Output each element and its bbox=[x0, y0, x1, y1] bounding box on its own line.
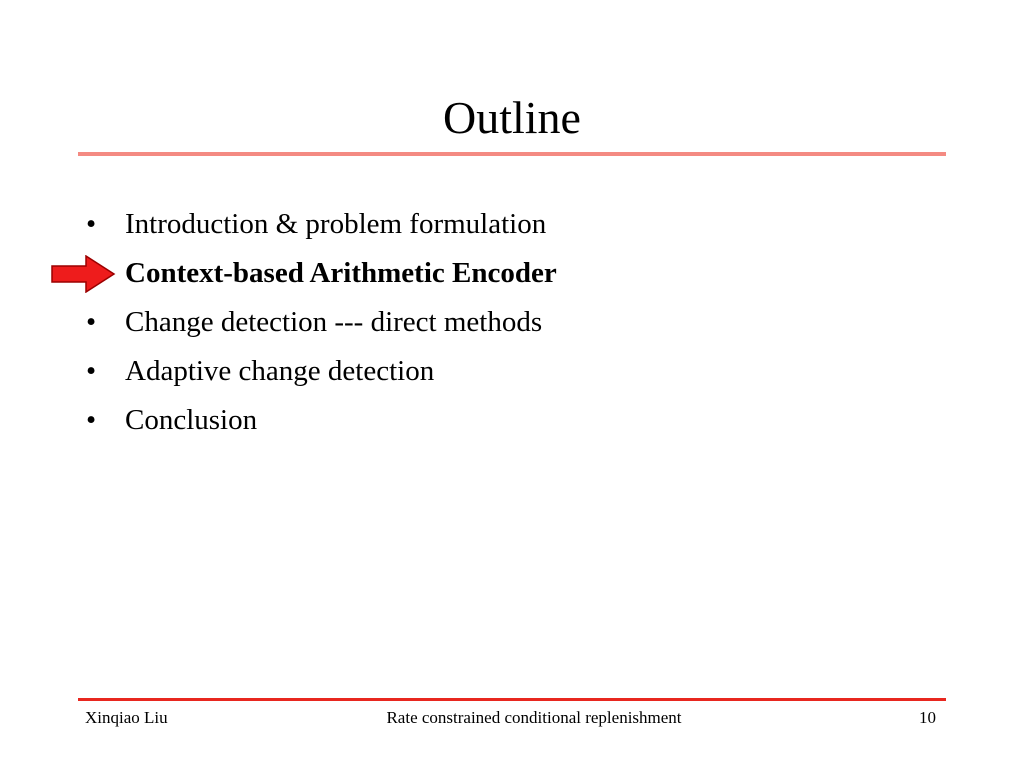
outline-item-introduction bbox=[0, 200, 1024, 249]
bullet-icon: • bbox=[86, 355, 97, 387]
outline-item-conclusion bbox=[0, 396, 1024, 445]
outline-list bbox=[0, 200, 1024, 445]
footer-talk-title: Rate constrained conditional replenishment bbox=[386, 708, 682, 727]
title-divider bbox=[78, 152, 946, 156]
outline-item-label: Context-based Arithmetic Encoder bbox=[125, 257, 557, 289]
slide-title: Outline bbox=[443, 92, 581, 143]
outline-item-label: Adaptive change detection bbox=[125, 355, 435, 387]
bullet-icon: • bbox=[86, 306, 97, 338]
footer-author: Xinqiao Liu bbox=[85, 708, 168, 727]
arrow-right-icon bbox=[50, 255, 116, 293]
footer-divider bbox=[78, 698, 946, 701]
footer-page-number: 10 bbox=[919, 708, 936, 727]
outline-item-label: Conclusion bbox=[125, 404, 258, 436]
outline-item-context-based-arithmetic-encoder bbox=[0, 249, 1024, 298]
bullet-icon: • bbox=[86, 404, 97, 436]
outline-item-adaptive-change-detection bbox=[0, 347, 1024, 396]
bullet-icon: • bbox=[86, 208, 97, 240]
outline-item-change-detection bbox=[0, 298, 1024, 347]
outline-item-label: Introduction & problem formulation bbox=[125, 208, 547, 240]
outline-item-label: Change detection --- direct methods bbox=[125, 306, 543, 338]
